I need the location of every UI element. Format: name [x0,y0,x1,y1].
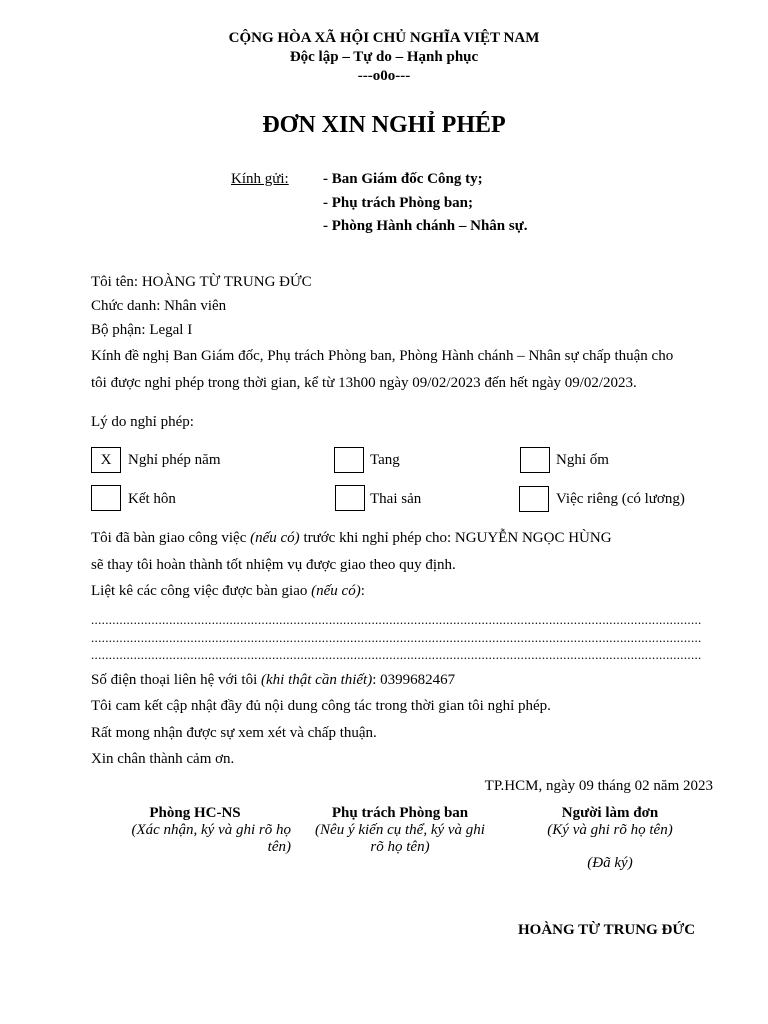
handover-text: Liệt kê các công việc được bàn giao [91,583,312,599]
reason-label: Nghỉ phép năm [128,452,221,468]
signed-mark: (Đã ký) [587,855,633,871]
header-separator: ---o0o--- [357,68,411,84]
dotted-line: ............................................................................................................................................................................ [91,647,702,662]
commit-line: Tôi cam kết cập nhật đầy đủ nội dung công tác trong thời gian tôi nghỉ phép. [91,698,551,714]
handover-text: trước khi nghỉ phép cho: NGUYỄN NGỌC HÙNG [299,530,612,546]
reason-label: Thai sản [370,491,422,507]
dept-title: Phụ trách Phòng ban [331,805,469,821]
contact-note: (khi thật cần thiết) [261,672,373,688]
handover-note: (nếu có) [311,583,361,599]
contact-text: Số điện thoại liên hệ với tôi [91,672,261,688]
handover-list-label [91,583,365,600]
reason-label: Việc riêng (có lương) [556,491,685,507]
contact-line [91,672,455,689]
motto: Độc lập – Tự do – Hạnh phục [289,49,479,65]
dept-note: (Nêu ý kiến cụ thể, ký và ghi rõ họ tên) [315,822,485,855]
handover-note: (nếu có) [250,530,300,546]
applicant-note: (Ký và ghi rõ họ tên) [547,822,673,838]
recipient-item: - Phòng Hành chánh – Nhân sự. [323,218,528,234]
applicant-position-line: Chức danh: Nhân viên [91,298,227,314]
handover-line [91,530,612,547]
page-title: ĐƠN XIN NGHỈ PHÉP [262,112,506,138]
recipients-label: Kính gửi: [231,171,289,187]
dotted-line: ............................................................................................................................................................................ [91,612,702,627]
thanks-line: Xin chân thành cảm ơn. [91,751,235,767]
reason-label: Nghỉ ốm [556,452,609,468]
handover-line: sẽ thay tôi hoàn thành tốt nhiệm vụ được giao theo quy định. [91,557,456,573]
applicant-signature-name: HOÀNG TỪ TRUNG ĐỨC [518,922,696,938]
recipient-item: - Ban Giám đốc Công ty; [323,171,483,187]
handover-text: Tôi đã bàn giao công việc [91,530,251,546]
reason-checkbox[interactable] [91,485,121,511]
handover-text: : [360,583,365,599]
hc-title: Phòng HC-NS [149,805,241,821]
contact-text: : 0399682467 [372,672,456,688]
applicant-name-line: Tôi tên: HOÀNG TỪ TRUNG ĐỨC [91,274,312,290]
reason-label: Tang [370,452,400,468]
reason-checkbox[interactable] [335,485,365,511]
reason-checkbox[interactable]: X [91,447,121,473]
reasons-label: Lý do nghỉ phép: [91,414,194,430]
reason-label: Kết hôn [128,491,176,507]
applicant-department-line: Bộ phận: Legal I [91,322,193,338]
hc-note: (Xác nhận, ký và ghi rõ họ tên) [131,822,291,855]
request-line: Kính đề nghị Ban Giám đốc, Phụ trách Phòng ban, Phòng Hành chánh – Nhân sự chấp thuận cho [91,348,674,364]
place-date: TP.HCM, ngày 09 tháng 02 năm 2023 [484,778,713,794]
reason-checkbox[interactable] [334,447,364,473]
recipient-item: - Phụ trách Phòng ban; [323,195,474,211]
reason-checkbox[interactable] [520,447,550,473]
country-header: CỘNG HÒA XÃ HỘI CHỦ NGHĨA VIỆT NAM [228,30,540,46]
dotted-line: ............................................................................................................................................................................ [91,630,702,645]
request-line: tôi được nghỉ phép trong thời gian, kể từ 13h00 ngày 09/02/2023 đến hết ngày 09/02/2023. [91,375,637,391]
hope-line: Rất mong nhận được sự xem xét và chấp thuận. [91,725,377,741]
reason-checkbox[interactable] [519,486,549,512]
applicant-title: Người làm đơn [561,805,659,821]
